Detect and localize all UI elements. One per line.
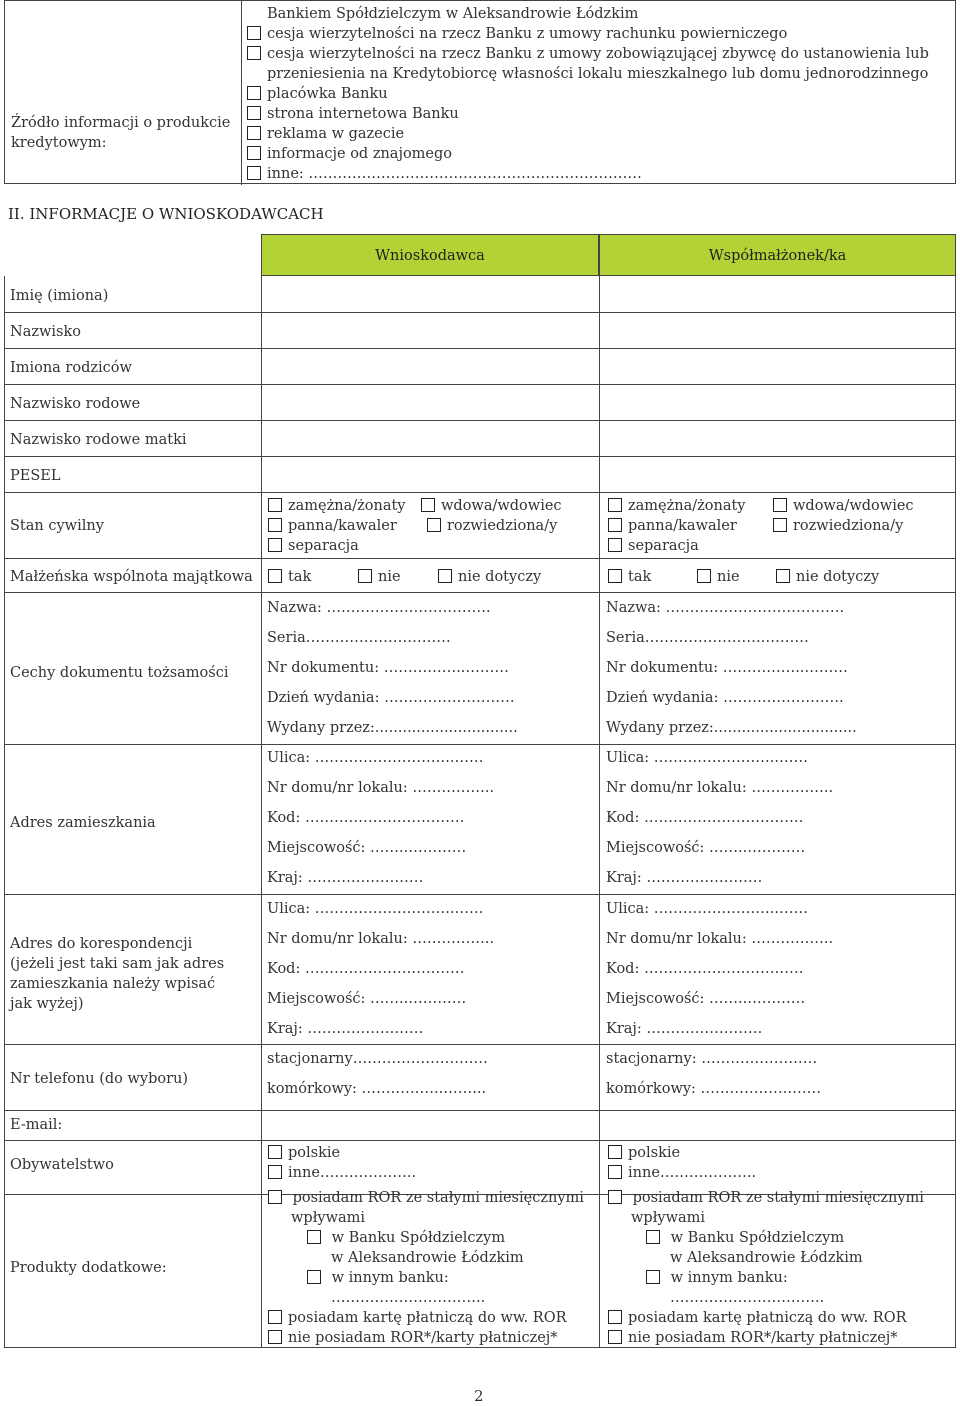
- applicant-product-card[interactable]: posiadam kartę płatniczą do ww. ROR: [268, 1308, 567, 1328]
- spouse-id-issue-date[interactable]: Dzień wydania: …………………….: [606, 690, 844, 706]
- spouse-product-card[interactable]: posiadam kartę płatniczą do ww. ROR: [608, 1308, 907, 1328]
- row-label-property-regime: Małżeńska wspólnota majątkowa: [10, 569, 253, 585]
- applicant-phone-mobile[interactable]: komórkowy: ……………..……...: [267, 1081, 487, 1097]
- spouse-product-ror[interactable]: posiadam ROR ze stałymi miesięcznymi: [608, 1188, 924, 1208]
- applicant-id-name[interactable]: Nazwa: …………………………….: [267, 600, 491, 616]
- checkbox[interactable]: [268, 1165, 282, 1179]
- column-header-spouse: Współmałżonek/ka: [599, 234, 956, 276]
- applicant-citizenship-polish[interactable]: polskie: [268, 1143, 340, 1163]
- checkbox[interactable]: [247, 106, 261, 120]
- checkbox[interactable]: [247, 146, 261, 160]
- spouse-marital-married[interactable]: zamężna/żonaty: [608, 496, 746, 516]
- row-label-marital-status: Stan cywilny: [10, 518, 104, 534]
- applicant-corr-street[interactable]: Ulica: ………………………..……: [267, 901, 484, 917]
- source-option-6[interactable]: informacje od znajomego: [247, 144, 452, 164]
- checkbox[interactable]: [608, 1190, 622, 1204]
- spouse-citizenship-other[interactable]: inne………………..: [608, 1163, 756, 1183]
- column-header-applicant: Wnioskodawca: [261, 234, 599, 276]
- spouse-addr-city[interactable]: Miejscowość: ……..…………: [606, 840, 806, 856]
- source-first-line: Bankiem Spółdzielczym w Aleksandrowie Łódzkim: [267, 6, 639, 22]
- checkbox[interactable]: [421, 498, 435, 512]
- applicant-product-none[interactable]: nie posiadam ROR*/karty płatniczej*: [268, 1328, 558, 1348]
- checkbox[interactable]: [697, 569, 711, 583]
- spouse-marital-widowed[interactable]: wdowa/wdowiec: [773, 496, 914, 516]
- applicant-id-issuer[interactable]: Wydany przez:...............................: [267, 720, 518, 736]
- row-label-pesel: PESEL: [10, 468, 61, 484]
- checkbox[interactable]: [608, 498, 622, 512]
- checkbox[interactable]: [307, 1230, 321, 1244]
- source-option-7[interactable]: inne: ……………………………………………………………: [247, 164, 642, 184]
- checkbox[interactable]: [358, 569, 372, 583]
- row-label-corr-address: Adres do korespondencji (jeżeli jest taki sam jak adres zamieszkania należy wpisać jak wyżej): [10, 936, 225, 1012]
- spouse-product-none[interactable]: nie posiadam ROR*/karty płatniczej*: [608, 1328, 898, 1348]
- checkbox[interactable]: [608, 569, 622, 583]
- checkbox[interactable]: [268, 1310, 282, 1324]
- applicant-marital-single[interactable]: panna/kawaler: [268, 516, 397, 536]
- applicant-addr-city[interactable]: Miejscowość: ……..…………: [267, 840, 467, 856]
- spouse-phone-mobile[interactable]: komórkowy: ……………….……: [606, 1081, 822, 1097]
- applicant-regime-yes[interactable]: tak: [268, 567, 311, 587]
- section-title: II. INFORMACJE O WNIOSKODAWCACH: [8, 205, 324, 223]
- applicant-corr-city[interactable]: Miejscowość: ……..…………: [267, 991, 467, 1007]
- checkbox[interactable]: [427, 518, 441, 532]
- source-section: [4, 0, 956, 184]
- spouse-id-number[interactable]: Nr dokumentu: ……………..………: [606, 660, 848, 676]
- applicant-corr-postcode[interactable]: Kod: ……………………………: [267, 961, 465, 977]
- checkbox[interactable]: [247, 86, 261, 100]
- checkbox[interactable]: [247, 126, 261, 140]
- page-number: 2: [474, 1387, 484, 1405]
- checkbox[interactable]: [268, 569, 282, 583]
- checkbox[interactable]: [268, 1330, 282, 1344]
- spouse-product-bank1[interactable]: w Banku Spółdzielczym: [646, 1228, 844, 1248]
- applicant-corr-country[interactable]: Kraj: ……………………: [267, 1021, 424, 1037]
- checkbox[interactable]: [268, 1145, 282, 1159]
- row-label-citizenship: Obywatelstwo: [10, 1157, 114, 1173]
- spouse-marital-separation[interactable]: separacja: [608, 536, 699, 556]
- checkbox[interactable]: [247, 46, 261, 60]
- checkbox[interactable]: [307, 1270, 321, 1284]
- spouse-corr-street[interactable]: Ulica: ……………………..……: [606, 901, 808, 917]
- spouse-regime-na[interactable]: nie dotyczy: [776, 567, 879, 587]
- applicant-product-ror-cont: wpływami: [291, 1210, 366, 1226]
- checkbox[interactable]: [773, 518, 787, 532]
- applicant-addr-postcode[interactable]: Kod: ……………………………: [267, 810, 465, 826]
- row-label-family-name: Nazwisko rodowe: [10, 396, 141, 412]
- checkbox[interactable]: [773, 498, 787, 512]
- source-option-2-cont: przeniesienia na Kredytobiorcę własności lokalu mieszkalnego lub domu jednorodzinnego: [267, 66, 929, 82]
- source-option-3[interactable]: placówka Banku: [247, 84, 388, 104]
- applicant-product-ror[interactable]: posiadam ROR ze stałymi miesięcznymi: [268, 1188, 584, 1208]
- checkbox[interactable]: [608, 1165, 622, 1179]
- source-option-4[interactable]: strona internetowa Banku: [247, 104, 459, 124]
- spouse-corr-postcode[interactable]: Kod: ……………………………: [606, 961, 804, 977]
- source-option-2[interactable]: cesja wierzytelności na rzecz Banku z umowy zobowiązującej zbywcę do ustanowienia lub: [247, 44, 929, 64]
- checkbox[interactable]: [268, 498, 282, 512]
- spouse-addr-postcode[interactable]: Kod: ……………………………: [606, 810, 804, 826]
- spouse-product-ror-cont: wpływami: [631, 1210, 706, 1226]
- applicant-regime-na[interactable]: nie dotyczy: [438, 567, 541, 587]
- applicant-marital-married[interactable]: zamężna/żonaty: [268, 496, 406, 516]
- applicant-id-series[interactable]: Seria…………………………: [267, 630, 451, 646]
- applicant-product-bank2-dots[interactable]: …………………………..: [331, 1290, 486, 1306]
- checkbox[interactable]: [776, 569, 790, 583]
- applicant-id-number[interactable]: Nr dokumentu: ……………..………: [267, 660, 509, 676]
- spouse-corr-country[interactable]: Kraj: ……………………: [606, 1021, 763, 1037]
- row-label-parents-names: Imiona rodziców: [10, 360, 132, 376]
- applicant-addr-house[interactable]: Nr domu/nr lokalu: ……………..: [267, 780, 495, 796]
- row-label-address: Adres zamieszkania: [10, 815, 156, 831]
- applicant-addr-street[interactable]: Ulica: ………………………..……: [267, 750, 484, 766]
- applicant-corr-house[interactable]: Nr domu/nr lokalu: ……………..: [267, 931, 495, 947]
- spouse-id-issuer[interactable]: Wydany przez:...............................: [606, 720, 857, 736]
- applicant-product-bank1[interactable]: w Banku Spółdzielczym: [307, 1228, 505, 1248]
- checkbox[interactable]: [608, 538, 622, 552]
- applicant-marital-divorced[interactable]: rozwiedziona/y: [427, 516, 557, 536]
- source-label: Źródło informacji o produkcie kredytowym:: [11, 115, 231, 151]
- row-label-products: Produkty dodatkowe:: [10, 1260, 167, 1276]
- checkbox[interactable]: [646, 1230, 660, 1244]
- spouse-corr-city[interactable]: Miejscowość: ……..…………: [606, 991, 806, 1007]
- checkbox[interactable]: [268, 518, 282, 532]
- checkbox[interactable]: [247, 166, 261, 180]
- row-label-last-name: Nazwisko: [10, 324, 81, 340]
- spouse-id-name[interactable]: Nazwa: ……………………………….: [606, 600, 845, 616]
- row-label-phone: Nr telefonu (do wyboru): [10, 1071, 189, 1087]
- checkbox[interactable]: [646, 1270, 660, 1284]
- checkbox[interactable]: [608, 518, 622, 532]
- spouse-addr-house[interactable]: Nr domu/nr lokalu: ……………..: [606, 780, 834, 796]
- spouse-product-bank2-dots[interactable]: …………………………..: [670, 1290, 825, 1306]
- spouse-citizenship-polish[interactable]: polskie: [608, 1143, 680, 1163]
- checkbox[interactable]: [247, 26, 261, 40]
- row-label-first-name: Imię (imiona): [10, 288, 109, 304]
- checkbox[interactable]: [438, 569, 452, 583]
- applicant-product-bank1-cont: w Aleksandrowie Łódzkim: [331, 1250, 524, 1266]
- applicant-id-issue-date[interactable]: Dzień wydania: ………………………: [267, 690, 515, 706]
- row-label-email: E-mail:: [10, 1117, 63, 1133]
- spouse-product-bank1-cont: w Aleksandrowie Łódzkim: [670, 1250, 863, 1266]
- checkbox[interactable]: [608, 1310, 622, 1324]
- applicant-phone-landline[interactable]: stacjonarny…………………….…: [267, 1051, 488, 1067]
- spouse-regime-no[interactable]: nie: [697, 567, 740, 587]
- spouse-id-series[interactable]: Seria…………………….………: [606, 630, 809, 646]
- checkbox[interactable]: [268, 1190, 282, 1204]
- row-label-id-document: Cechy dokumentu tożsamości: [10, 665, 229, 681]
- applicant-addr-country[interactable]: Kraj: ……………………: [267, 870, 424, 886]
- applicant-regime-no[interactable]: nie: [358, 567, 401, 587]
- checkbox[interactable]: [608, 1145, 622, 1159]
- source-option-1[interactable]: cesja wierzytelności na rzecz Banku z umowy rachunku powierniczego: [247, 24, 787, 44]
- source-option-5[interactable]: reklama w gazecie: [247, 124, 404, 144]
- spouse-addr-street[interactable]: Ulica: ……………………..……: [606, 750, 808, 766]
- checkbox[interactable]: [608, 1330, 622, 1344]
- checkbox[interactable]: [268, 538, 282, 552]
- applicant-product-bank2[interactable]: w innym banku:: [307, 1268, 449, 1288]
- applicant-marital-separation[interactable]: separacja: [268, 536, 359, 556]
- spouse-corr-house[interactable]: Nr domu/nr lokalu: ……………..: [606, 931, 834, 947]
- row-label-mother-family-name: Nazwisko rodowe matki: [10, 432, 187, 448]
- spouse-marital-divorced[interactable]: rozwiedziona/y: [773, 516, 903, 536]
- spouse-addr-country[interactable]: Kraj: ……………………: [606, 870, 763, 886]
- spouse-regime-yes[interactable]: tak: [608, 567, 651, 587]
- applicant-marital-widowed[interactable]: wdowa/wdowiec: [421, 496, 562, 516]
- spouse-product-bank2[interactable]: w innym banku:: [646, 1268, 788, 1288]
- spouse-phone-landline[interactable]: stacjonarny: ……………………: [606, 1051, 818, 1067]
- spouse-marital-single[interactable]: panna/kawaler: [608, 516, 737, 536]
- applicant-citizenship-other[interactable]: inne………………..: [268, 1163, 416, 1183]
